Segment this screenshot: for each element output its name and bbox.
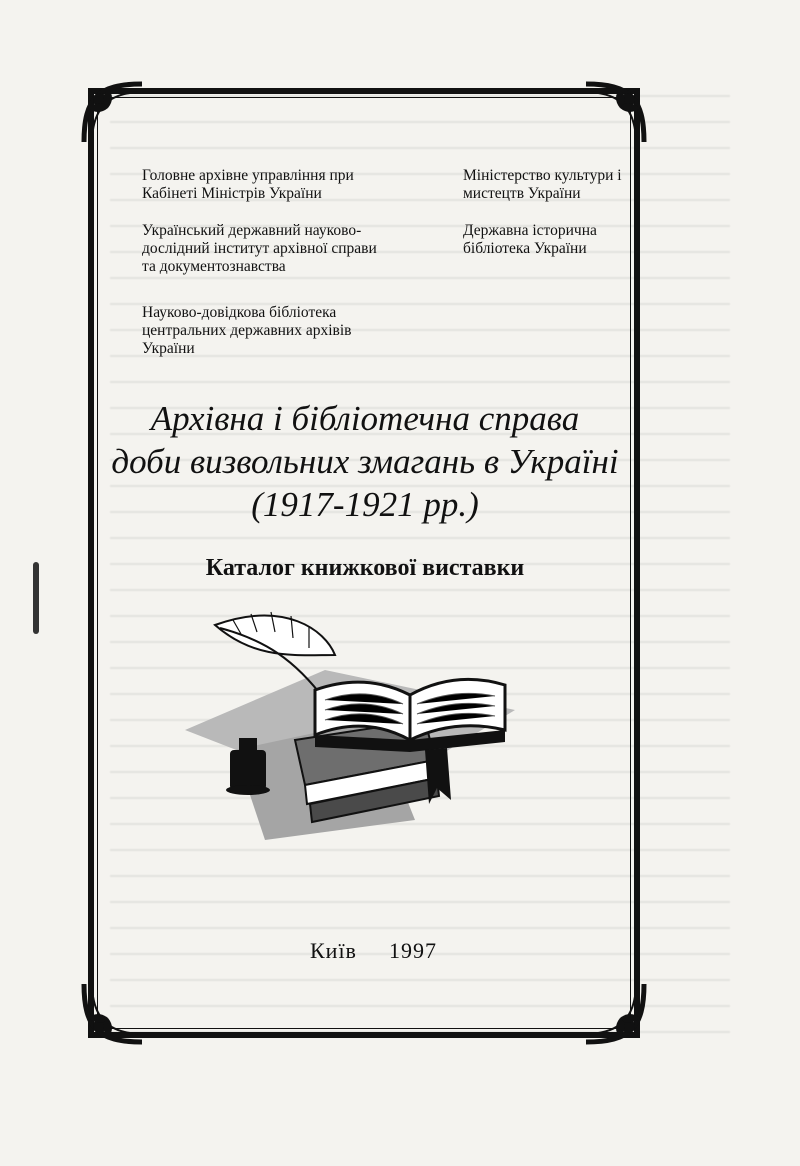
title-line: Архівна і бібліотечна справа <box>150 399 580 438</box>
book-quill-illustration <box>175 600 535 850</box>
corner-ornament-icon <box>580 78 650 148</box>
org-right-2 <box>463 222 597 258</box>
subtitle: Каталог книжкової виставки <box>205 555 525 581</box>
corner-ornament-icon <box>78 978 148 1048</box>
org-line: Науково-довідкова бібліотека <box>142 304 337 321</box>
org-right-1 <box>463 167 622 203</box>
org-left-2 <box>142 222 377 276</box>
year: 1997 <box>388 938 437 963</box>
org-line: Державна історична <box>463 222 597 239</box>
org-line: та документознавства <box>142 258 286 275</box>
org-line: Український державний науково- <box>142 222 362 239</box>
org-line: бібліотека України <box>463 240 587 257</box>
imprint <box>310 938 437 964</box>
org-line: дослідний інститут архівної справи <box>142 240 377 257</box>
corner-ornament-icon <box>580 978 650 1048</box>
org-line: Головне архівне управління при <box>142 167 354 184</box>
org-left-3 <box>142 304 352 358</box>
city: Київ <box>310 938 357 963</box>
org-line: мистецтв України <box>463 185 581 202</box>
title-line: доби визвольних змагань в Україні <box>111 442 619 481</box>
org-line: України <box>142 340 195 357</box>
org-line: центральних державних архівів <box>142 322 352 339</box>
org-line: Міністерство культури і <box>463 167 622 184</box>
staple <box>33 562 39 634</box>
title-line: (1917-1921 рр.) <box>251 485 479 524</box>
corner-ornament-icon <box>78 78 148 148</box>
org-left-1 <box>142 167 354 203</box>
org-line: Кабінеті Міністрів України <box>142 185 322 202</box>
